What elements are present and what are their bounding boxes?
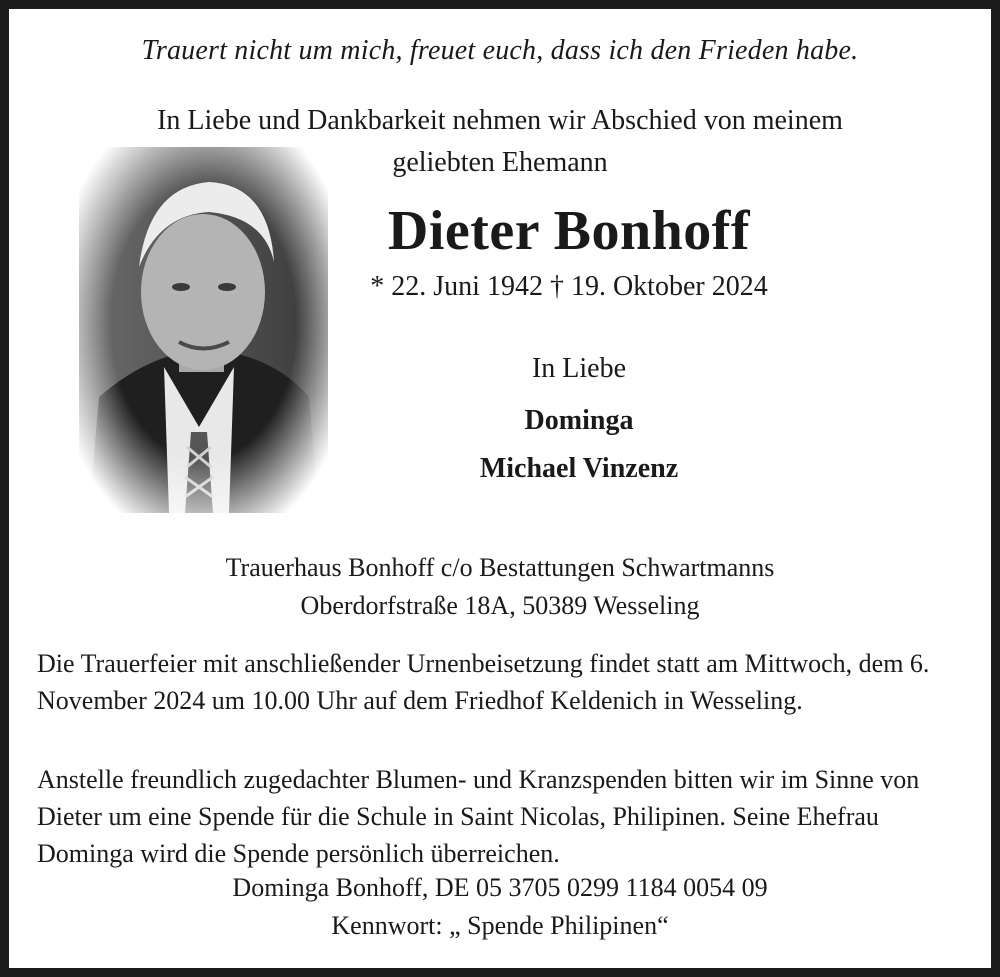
portrait-photo	[79, 147, 328, 513]
portrait-illustration	[79, 147, 328, 513]
motto-quote: Trauert nicht um mich, freuet euch, dass ich den Frieden habe.	[141, 35, 859, 66]
donation-account: Dominga Bonhoff, DE 05 3705 0299 1184 0054 09	[232, 873, 768, 902]
life-dates: * 22. Juni 1942 † 19. Oktober 2024	[370, 271, 768, 302]
family-member: Dominga	[524, 405, 634, 436]
donation-keyword: Kennwort: „ Spende Philipinen“	[331, 911, 669, 940]
donation-request-paragraph: Anstelle freundlich zugedachter Blumen- und Kranzspenden bitten wir im Sinne von Dieter um eine Spende für die Schule in Saint Nicolas, Philipinen. Seine Ehefrau Dominga wird die Spende persönlich überreichen.	[37, 765, 920, 868]
family-intro: In Liebe	[531, 353, 627, 384]
funeral-service-paragraph: Die Trauerfeier mit anschließender Urnenbeisetzung findet statt am Mittwoch, dem 6. November 2024 um 10.00 Uhr auf dem Friedhof Keldenich in Wesseling.	[37, 649, 930, 715]
deceased-name: Dieter Bonhoff	[387, 200, 751, 262]
intro-line-2-text: geliebten Ehemann	[392, 147, 608, 178]
mourning-house-line-1: Trauerhaus Bonhoff c/o Bestattungen Schwartmanns	[225, 553, 775, 582]
intro-line-1: In Liebe und Dankbarkeit nehmen wir Abschied von meinem	[157, 105, 843, 136]
family-member: Michael Vinzenz	[479, 453, 679, 484]
mourning-house-address: Oberdorfstraße 18A, 50389 Wesseling	[300, 591, 700, 620]
